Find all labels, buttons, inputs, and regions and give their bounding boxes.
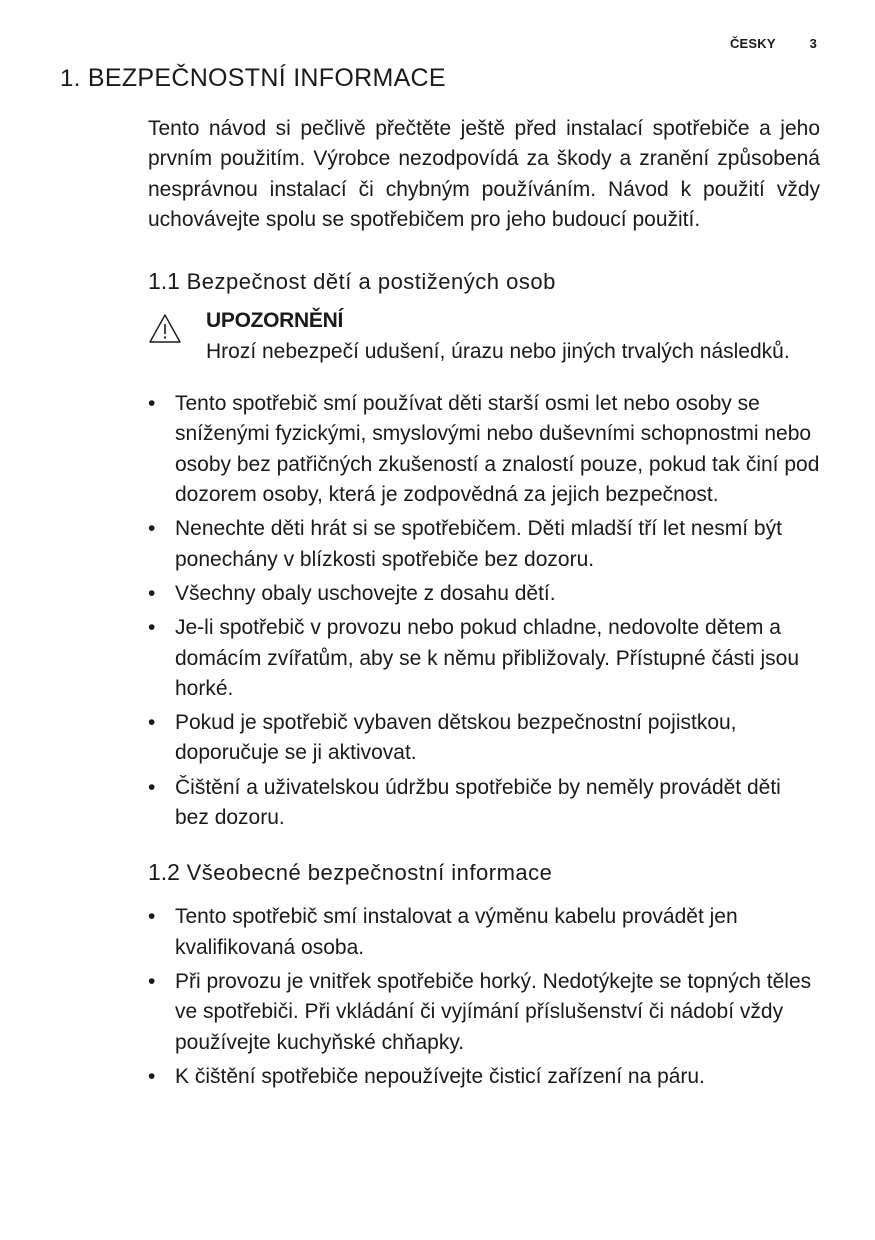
warning-text: Hrozí nebezpečí udušení, úrazu nebo jiných trvalých následků. bbox=[206, 340, 790, 364]
bullet-icon: • bbox=[148, 1064, 156, 1088]
bullet-icon: • bbox=[148, 392, 156, 416]
list-item-text: Pokud je spotřebič vybaven dětskou bezpečnostní pojistkou, doporučuje se ji aktivovat. bbox=[175, 711, 737, 765]
list-item bbox=[148, 514, 820, 575]
bullet-icon: • bbox=[148, 969, 156, 993]
page-number: 3 bbox=[809, 36, 817, 51]
section-heading-child-safety bbox=[148, 268, 820, 295]
list-item-text: Je-li spotřebič v provozu nebo pokud chladne, nedovolte dětem a domácím zvířatům, aby se k němu přibližovaly. Přístupné části jsou horké. bbox=[175, 616, 800, 700]
bullet-icon: • bbox=[148, 581, 156, 605]
list-item-text: Nenechte děti hrát si se spotřebičem. Děti mladší tří let nesmí být ponechány v blízkosti spotřebiče bez dozoru. bbox=[175, 517, 782, 571]
list-item bbox=[148, 613, 820, 704]
warning-triangle-icon bbox=[148, 313, 182, 344]
list-item-text: K čištění spotřebiče nepoužívejte čisticí zařízení na páru. bbox=[175, 1064, 705, 1088]
list-item-text: Čištění a uživatelskou údržbu spotřebiče by neměly provádět děti bez dozoru. bbox=[175, 775, 781, 830]
section-number: 1.1 bbox=[148, 268, 180, 295]
list-item-text: Tento spotřebič smí instalovat a výměnu kabelu provádět jen kvalifikovaná osoba. bbox=[175, 905, 738, 959]
bullet-icon: • bbox=[148, 517, 156, 541]
general-safety-list bbox=[148, 902, 820, 1092]
section-title: Bezpečnost dětí a postižených osob bbox=[186, 269, 556, 295]
list-item-text: Při provozu je vnitřek spotřebiče horký. Nedotýkejte se topných těles ve spotřebiči. Při vkládání či vyjímání příslušenství či nádobí vždy používejte kuchyňské chňapky. bbox=[175, 969, 812, 1054]
language-label: ČESKY bbox=[729, 36, 776, 51]
list-item bbox=[148, 708, 820, 769]
intro-paragraph: Tento návod si pečlivě přečtěte ještě před instalací spotřebiče a jeho prvním použitím. Výrobce nezodpovídá za škody a zranění způsobená nesprávnou instalací či chybným používáním. Návod k použití vždy uchovávejte spolu se spotřebičem pro jeho budoucí použití. bbox=[148, 117, 820, 231]
main-content bbox=[148, 114, 820, 1096]
child-safety-list bbox=[148, 389, 820, 833]
bullet-icon: • bbox=[148, 616, 156, 640]
warning-title: UPOZORNĚNÍ bbox=[206, 309, 344, 333]
list-item bbox=[148, 579, 820, 609]
section-number: 1.2 bbox=[148, 859, 180, 886]
list-item bbox=[148, 389, 820, 510]
page-header bbox=[730, 36, 817, 51]
bullet-icon: • bbox=[148, 775, 156, 799]
list-item-text: Všechny obaly uschovejte z dosahu dětí. bbox=[175, 581, 556, 605]
chapter-title bbox=[60, 64, 446, 93]
chapter-number: 1. bbox=[60, 65, 81, 92]
section-title: Všeobecné bezpečnostní informace bbox=[186, 860, 553, 886]
bullet-icon: • bbox=[148, 905, 156, 929]
list-item bbox=[148, 967, 820, 1058]
list-item bbox=[148, 1062, 820, 1092]
list-item-text: Tento spotřebič smí používat děti starší osmi let nebo osoby se sníženými fyzickými, smyslovými nebo duševními schopnostmi nebo osoby bez patřičných zkušeností a znalostí pouze, pokud tak činí pod dozorem osoby, která je zodpovědná za jejich bezpečnost. bbox=[175, 392, 820, 507]
bullet-icon: • bbox=[148, 711, 156, 735]
list-item bbox=[148, 902, 820, 963]
section-heading-general-safety bbox=[148, 859, 820, 886]
chapter-title-text: BEZPEČNOSTNÍ INFORMACE bbox=[87, 64, 446, 92]
warning-box bbox=[148, 307, 820, 367]
list-item bbox=[148, 773, 820, 834]
